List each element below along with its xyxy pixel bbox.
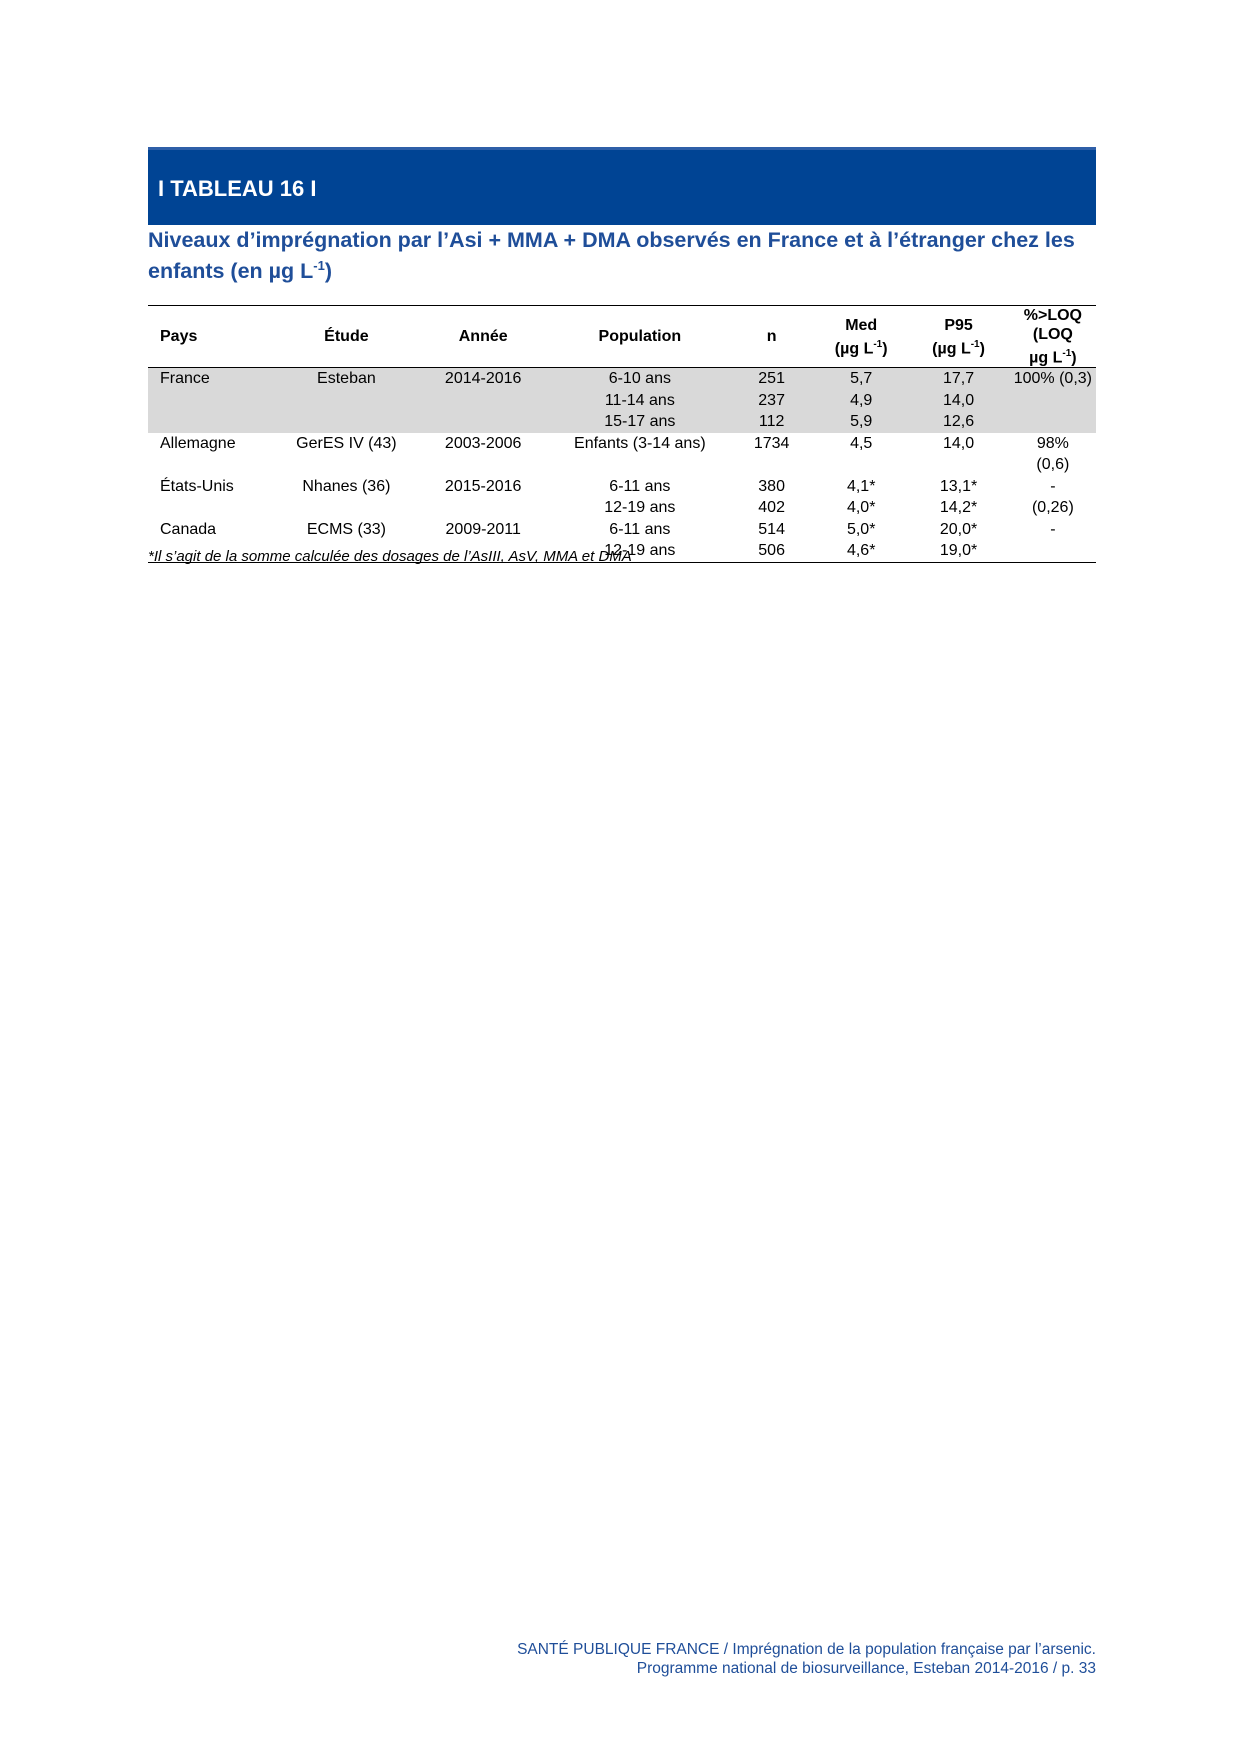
cell-population: 6-11 ans 12-19 ans: [551, 519, 728, 563]
table-row: [148, 368, 1096, 433]
header-loq: %>LOQ (LOQ µg $L^{-1}$): [1010, 306, 1096, 368]
table-title: Niveaux d’imprégnation par l’Asi + MMA + DMA observés en France et à l’étranger chez les enfants (en µg $L^{-1}$): [148, 228, 1075, 284]
footer-line-2: Programme national de biosurveillance, Esteban 2014-2016 / p. 33: [636, 1660, 1096, 1677]
header-etude: Étude: [278, 306, 415, 368]
footer-line-1: SANTÉ PUBLIQUE FRANCE / Imprégnation de la population française par l’arsenic.: [517, 1641, 1096, 1658]
header-annee: Année: [415, 306, 551, 368]
cell-p95: 14,0: [943, 434, 975, 452]
cell-annee: 2003-2006: [444, 434, 522, 452]
cell-annee: 2015-2016: [444, 477, 522, 495]
header-n: n: [728, 306, 815, 368]
cell-etude: Esteban: [278, 368, 415, 433]
cell-annee: 2014-2016: [415, 368, 551, 433]
cell-population: Enfants (3-14 ans): [574, 434, 706, 452]
cell-etude: ECMS (33): [278, 519, 415, 563]
cell-population: 6-10 ans 11-14 ans 15-17 ans: [551, 368, 728, 433]
cell-med: 5,7 4,9 5,9: [815, 368, 907, 433]
cell-med: 4,1* 4,0*: [846, 477, 876, 517]
header-p95: P95 (µg $L^{-1}$): [907, 306, 1009, 368]
header-med: Med (µg $L^{-1}$): [815, 306, 907, 368]
cell-p95: 17,7 14,0 12,6: [907, 368, 1009, 433]
data-table: [148, 305, 1096, 563]
cell-loq: - (0,26): [1031, 477, 1074, 517]
cell-p95: 20,0* 19,0*: [907, 519, 1009, 563]
table-footnote: *Il s’agit de la somme calculée des dosages de l’AsIII, AsV, MMA et DMA: [148, 548, 632, 565]
cell-loq: 98% (0,6): [1036, 434, 1070, 474]
cell-n: 514 506: [728, 519, 815, 563]
table-banner: [148, 147, 1096, 225]
cell-annee: 2009-2011: [415, 519, 551, 563]
table-row: [148, 433, 1096, 476]
cell-pays: États-Unis: [160, 477, 234, 495]
cell-etude: Nhanes (36): [302, 477, 391, 495]
cell-loq: -: [1010, 519, 1096, 563]
cell-loq: 100% (0,3): [1010, 368, 1096, 433]
cell-n: 380 402: [758, 477, 785, 517]
cell-etude: GerES IV (43): [296, 434, 397, 452]
cell-pays: France: [148, 368, 278, 433]
cell-med: 4,5: [850, 434, 873, 452]
cell-p95: 13,1* 14,2*: [939, 477, 978, 517]
cell-pays: Canada: [148, 519, 278, 563]
cell-n: 251 237 112: [728, 368, 815, 433]
cell-n: 1734: [753, 434, 790, 452]
table-number: I TABLEAU 16 I: [158, 176, 317, 201]
header-pays: Pays: [148, 306, 278, 368]
cell-population: 6-11 ans 12-19 ans: [604, 477, 676, 517]
table-header-row: [148, 306, 1096, 368]
cell-pays: Allemagne: [160, 434, 236, 452]
page-footer: [517, 1640, 1096, 1678]
table-row: [148, 476, 1096, 519]
cell-med: 5,0* 4,6*: [815, 519, 907, 563]
header-population: Population: [551, 306, 728, 368]
